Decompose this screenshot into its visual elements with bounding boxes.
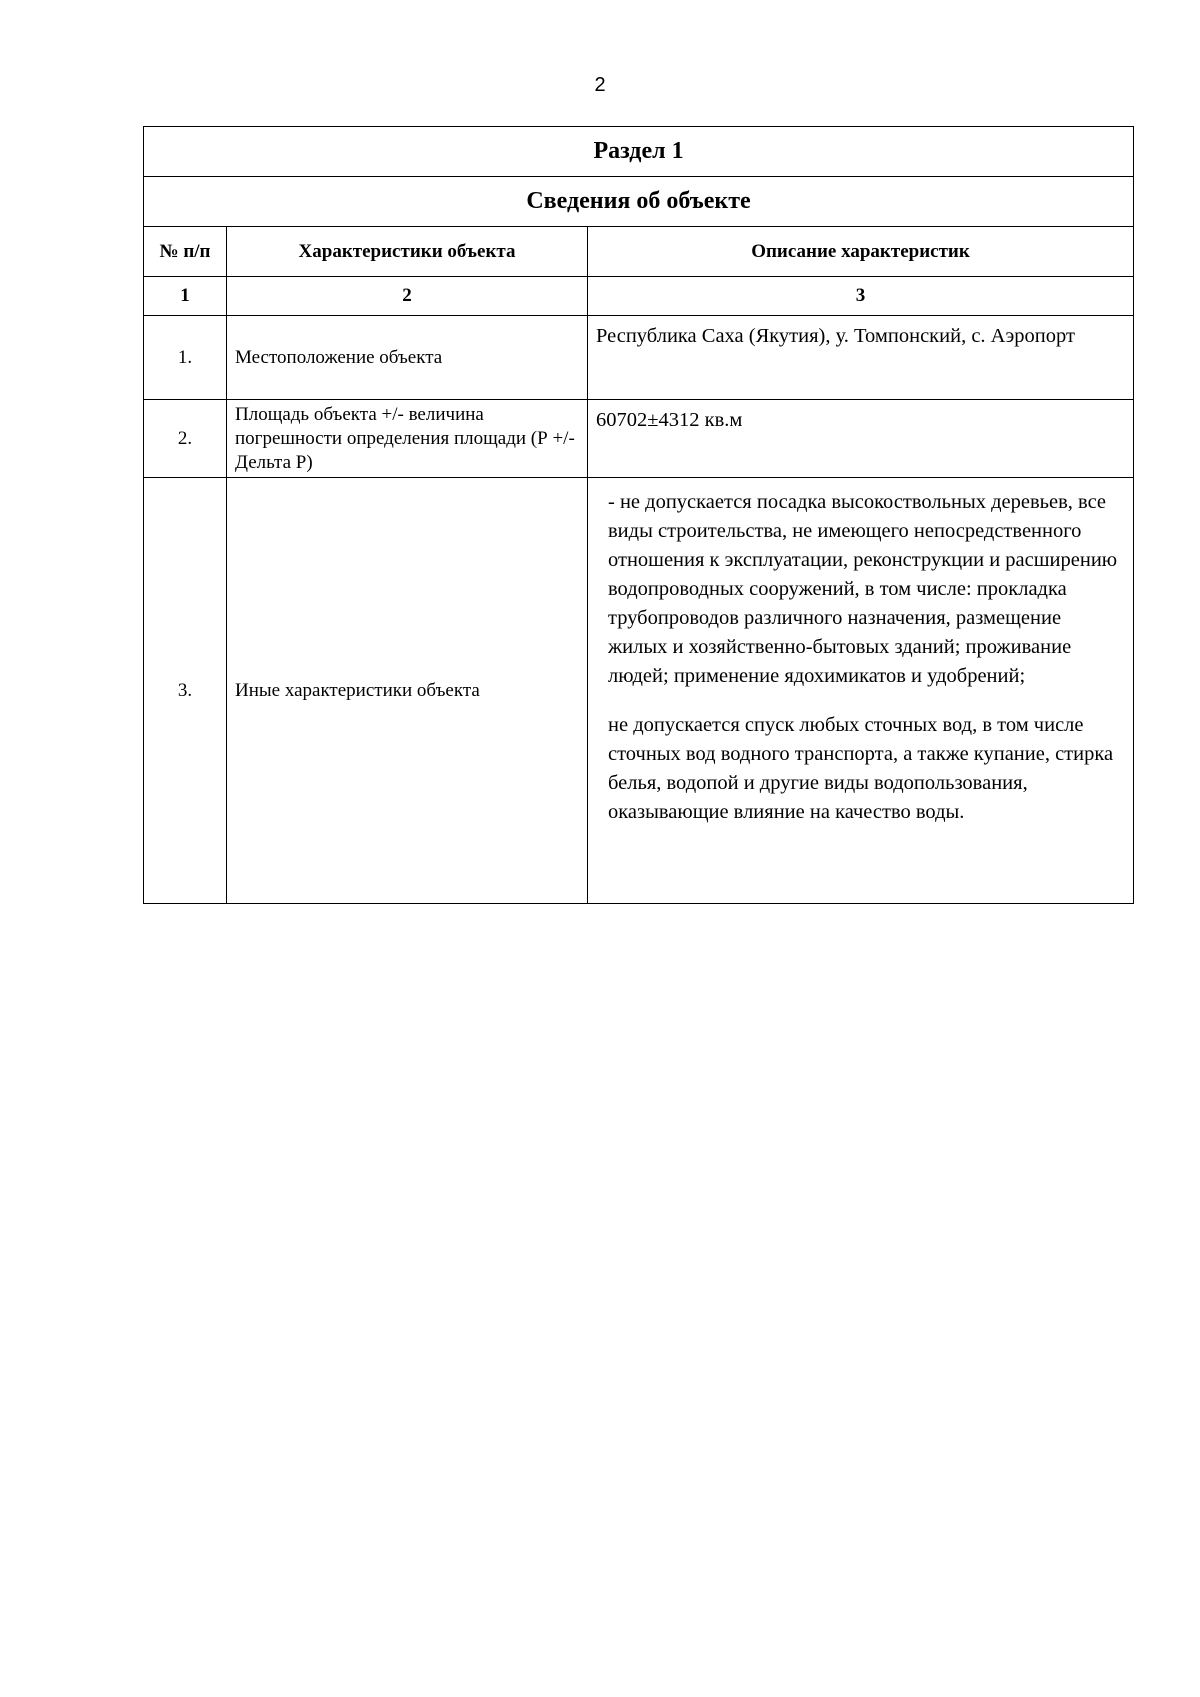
table-row: [144, 478, 1134, 904]
row-characteristic: Иные характеристики объекта: [227, 478, 588, 904]
row-num: 3.: [144, 478, 227, 904]
table-row: [144, 400, 1134, 478]
description-paragraph-1: - не допускается посадка высокоствольных деревьев, все виды строительства, не имеющего непосредственного отношения к эксплуатации, реконструкции и расширению водопроводных сооружений, в том числе: прокладка трубопроводов различного назначения, размещение жилых и хозяйственно-бытовых зданий; проживание людей; применение ядохимикатов и удобрений;: [608, 491, 1118, 687]
row-description: Республика Саха (Якутия), у. Томпонский, с. Аэропорт: [588, 316, 1134, 400]
column-number-1: 1: [144, 277, 227, 316]
header-characteristic: Характеристики объекта: [227, 227, 588, 277]
header-num: № п/п: [144, 227, 227, 277]
row-num: 1.: [144, 316, 227, 400]
row-characteristic: Местоположение объекта: [227, 316, 588, 400]
page-number: 2: [594, 74, 606, 96]
row-characteristic: Площадь объекта +/- величина погрешности определения площади (Р +/- Дельта Р): [227, 400, 588, 478]
section-title: Раздел 1: [144, 127, 1134, 177]
description-paragraph-2: не допускается спуск любых сточных вод, в том числе сточных вод водного транспорта, а также купание, стирка белья, водопой и другие виды водопользования, оказывающие влияние на качество воды.: [608, 714, 1114, 823]
table-row: [144, 316, 1134, 400]
object-info-table: [143, 126, 1134, 904]
row-description: [588, 478, 1134, 904]
row-num: 2.: [144, 400, 227, 478]
column-number-2: 2: [227, 277, 588, 316]
header-row: [144, 227, 1134, 277]
header-description: Описание характеристик: [588, 227, 1134, 277]
section-subtitle: Сведения об объекте: [144, 177, 1134, 227]
column-number-3: 3: [588, 277, 1134, 316]
column-number-row: [144, 277, 1134, 316]
row-description: 60702±4312 кв.м: [588, 400, 1134, 478]
